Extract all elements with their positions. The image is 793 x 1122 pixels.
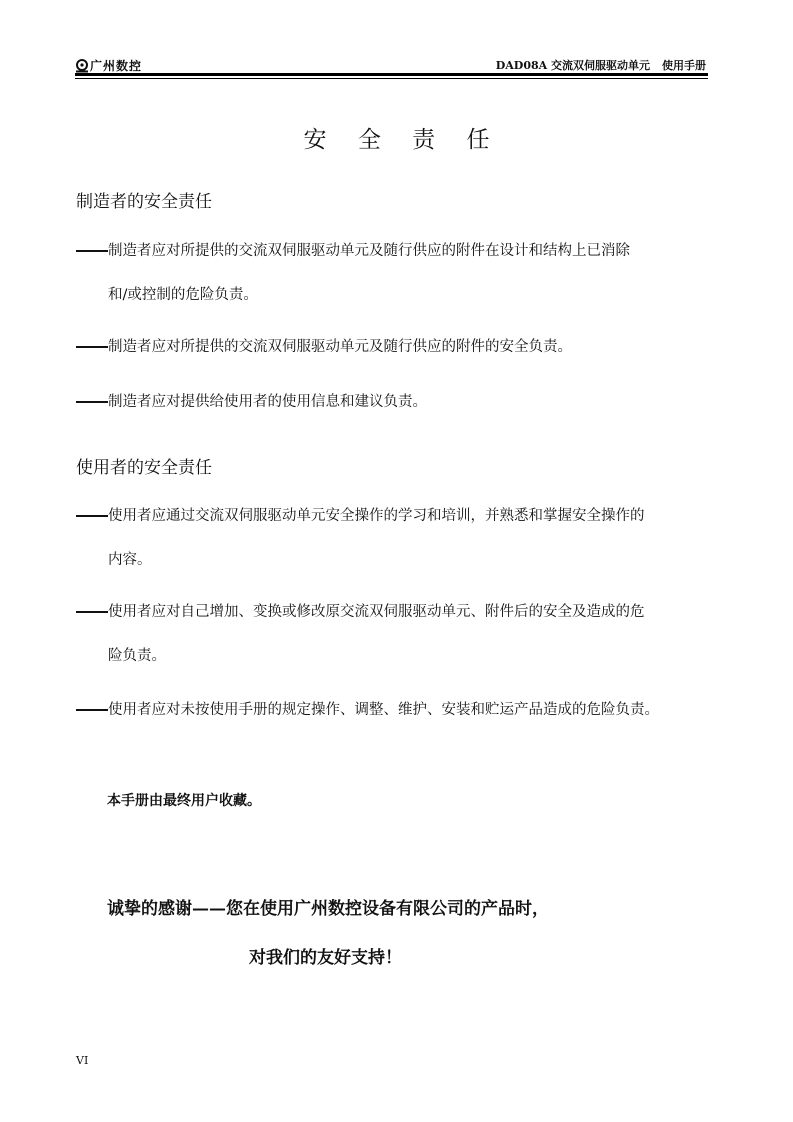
user-item-2: 使用者应对自己增加、变换或修改原交流双伺服驱动单元、附件后的安全及造成的危 险负责。 [76, 601, 696, 667]
user-item-1: 使用者应通过交流双伺服驱动单元安全操作的学习和培训，并熟悉和掌握安全操作的 内容。 [76, 505, 696, 571]
header-rule-thick [75, 73, 708, 76]
user-item-3: 使用者应对未按使用手册的规定操作、调整、维护、安装和贮运产品造成的危险负责。 [76, 699, 696, 721]
header-document-title [496, 57, 706, 73]
manufacturer-item-3: 制造者应对提供给使用者的使用信息和建议负责。 [76, 391, 696, 413]
storage-note: 本手册由最终用户收藏。 [107, 793, 261, 809]
header-model: DAD08A 交流双伺服驱动单元 [495, 59, 650, 72]
em-dash-icon [76, 249, 108, 253]
em-dash-icon [76, 514, 108, 518]
page-header [75, 50, 708, 78]
company-logo [75, 58, 142, 72]
em-dash-icon [76, 400, 108, 404]
thanks-line-2: 对我们的友好支持！ [249, 948, 402, 968]
user-heading: 使用者的安全责任 [76, 458, 212, 478]
manufacturer-item-1: 制造者应对所提供的交流双伺服驱动单元及随行供应的附件在设计和结构上已消除 和/或控制的危险负责。 [76, 240, 696, 306]
thanks-line-1: 诚挚的感谢——您在使用广州数控设备有限公司的产品时， [107, 899, 549, 919]
em-dash-icon [76, 708, 108, 712]
header-manual: 使用手册 [662, 59, 706, 72]
logo-text: 广州数控 [90, 58, 143, 73]
gsk-logo-icon [75, 58, 89, 72]
header-rule-thin [75, 78, 708, 79]
manufacturer-item-2: 制造者应对所提供的交流双伺服驱动单元及随行供应的附件的安全负责。 [76, 336, 696, 358]
page-title: 安 全 责 任 [303, 127, 502, 153]
em-dash-icon [76, 610, 108, 614]
page-number: VI [76, 1054, 89, 1067]
em-dash-icon [76, 345, 108, 349]
manufacturer-heading: 制造者的安全责任 [76, 192, 212, 212]
